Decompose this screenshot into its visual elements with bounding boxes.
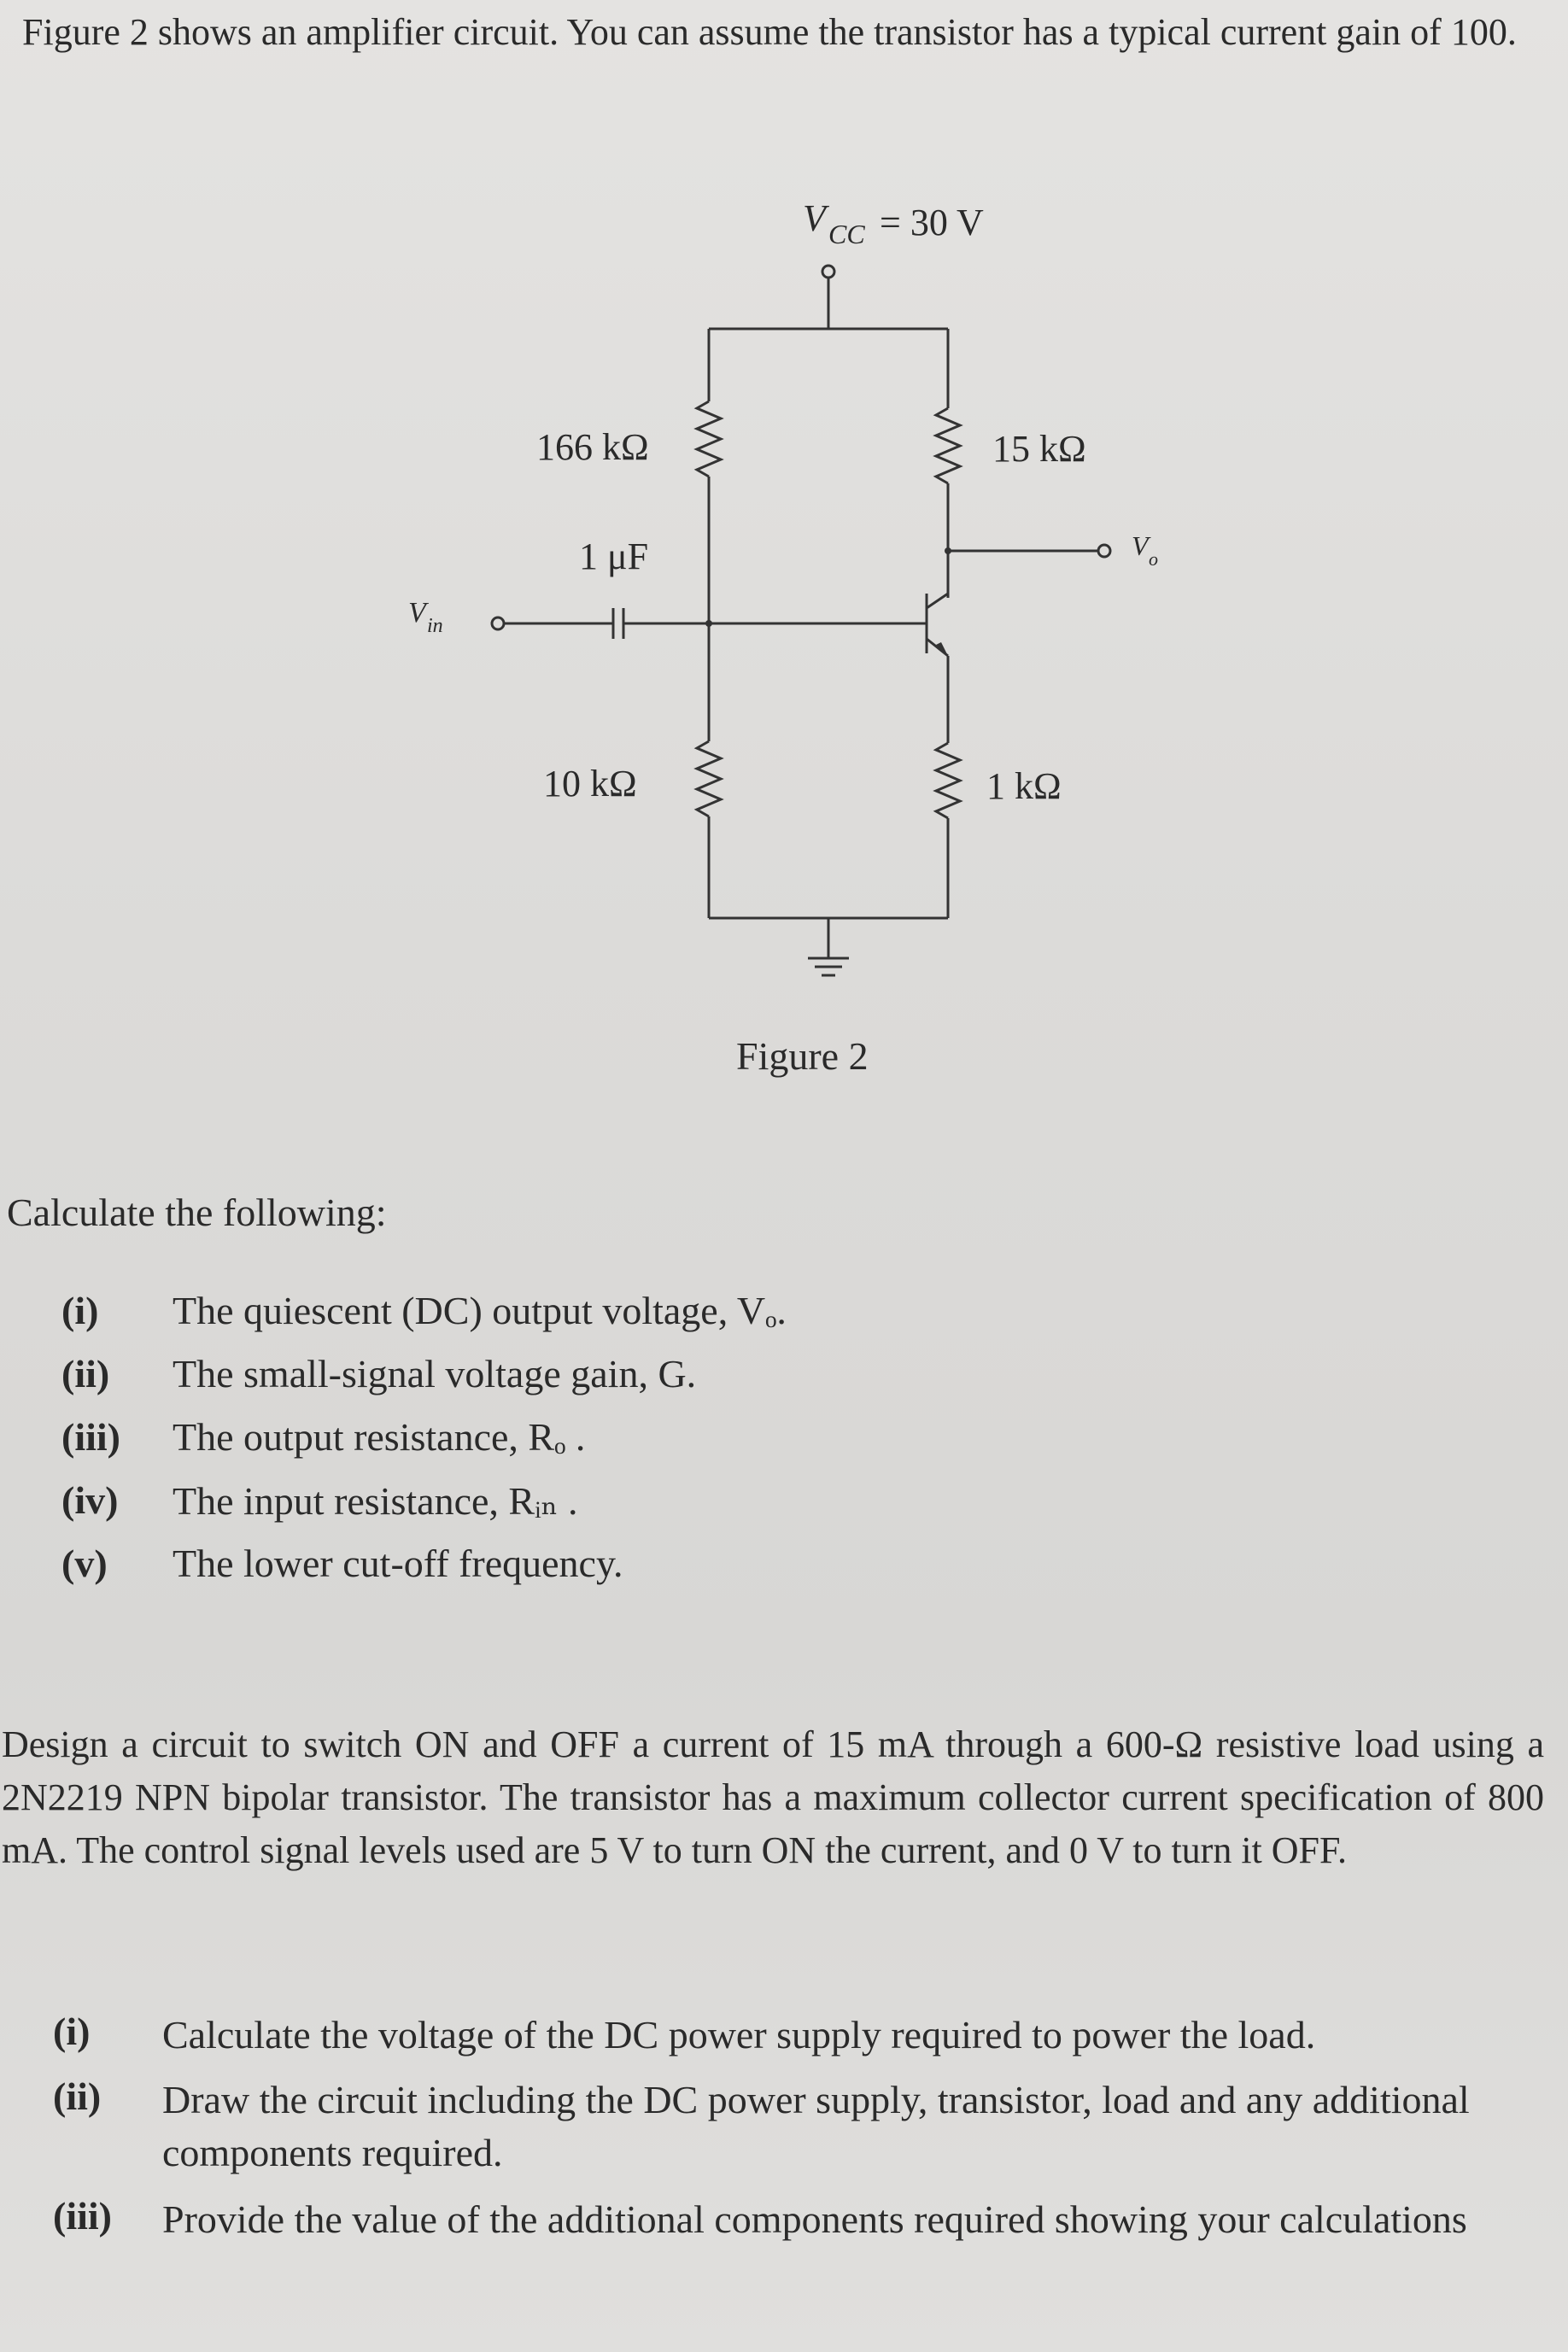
vcc-value: = 30 V [880,202,984,243]
figure-caption: Figure 2 [736,1034,869,1078]
vcc-terminal [822,266,834,278]
list-item: (i) Calculate the voltage of the DC power supply required to power the load. [53,2010,1316,2057]
vo-label: V [1132,530,1149,561]
page: Figure 2 shows an amplifier circuit. You can assume the transistor has a typical current gain of 100. V CC = 30 V 166 kΩ 1 μF 10 kΩ 15 kΩ 1 kΩ V in V o Figure 2 Calculate the following: (i) The quiescent (DC) output voltage, Vₒ. (ii) The small-signal voltage gain, G. (iii) The output resistance, Rₒ . (iv) The input resistance, Rᵢₙ . (v) The lower cut-off frequency. Design a circuit to switch ON and OFF a current of 15 mA through a 600-Ω resistive load using a 2N2219 NPN bipolar transistor. The transistor has a maximum collector current specification of 800 mA. The control signal levels used are 5 V to turn ON the current, and 0 V to turn it OFF. (i) Calculate the voltage of the DC power supply required to power the load. (ii) Draw the circuit including the DC power supply, transistor, load and any additional components required. (iii) Provide the value of the additional components required showing your calculations [0,0,1568,2352]
cap-label: 1 μF [579,535,649,577]
vin-terminal [492,617,504,629]
r1-label: 166 kΩ [536,426,649,468]
design-question-list [53,2009,1505,2313]
re-label: 1 kΩ [986,765,1062,807]
list-item: (ii) Draw the circuit including the DC power supply, transistor, load and any additional components required. [53,2074,1470,2174]
list-item: (iii) Provide the value of the additional components required showing your calculations [53,2194,1467,2241]
calc-heading: Calculate the following: [7,1191,387,1234]
intro-paragraph: Figure 2 shows an amplifier circuit. You can assume the transistor has a typical current gain of 100. [22,11,1517,53]
r2-label: 10 kΩ [543,763,637,804]
vo-terminal [1098,545,1110,557]
design-paragraph: Design a circuit to switch ON and OFF a current of 15 mA through a 600-Ω resistive load using a 2N2219 NPN bipolar transistor. The transistor has a maximum collector current specification of 800 mA. The control signal levels used are 5 V to turn ON the current, and 0 V to turn it OFF. [2,1723,1544,1871]
resistor-1k [936,743,960,818]
vin-label: V [408,597,426,629]
resistor-15k [936,408,960,483]
rc-label: 15 kΩ [992,428,1086,470]
transistor-collector [927,594,948,608]
amplifier-circuit-diagram [0,0,1568,1110]
resistor-10k [697,741,721,816]
vcc-sub: CC [828,219,865,249]
vin-sub: in [427,615,443,637]
resistor-166k [697,401,721,477]
vcc-label: V [803,197,826,239]
vo-sub: o [1149,548,1158,570]
transistor-emitter [927,639,948,656]
